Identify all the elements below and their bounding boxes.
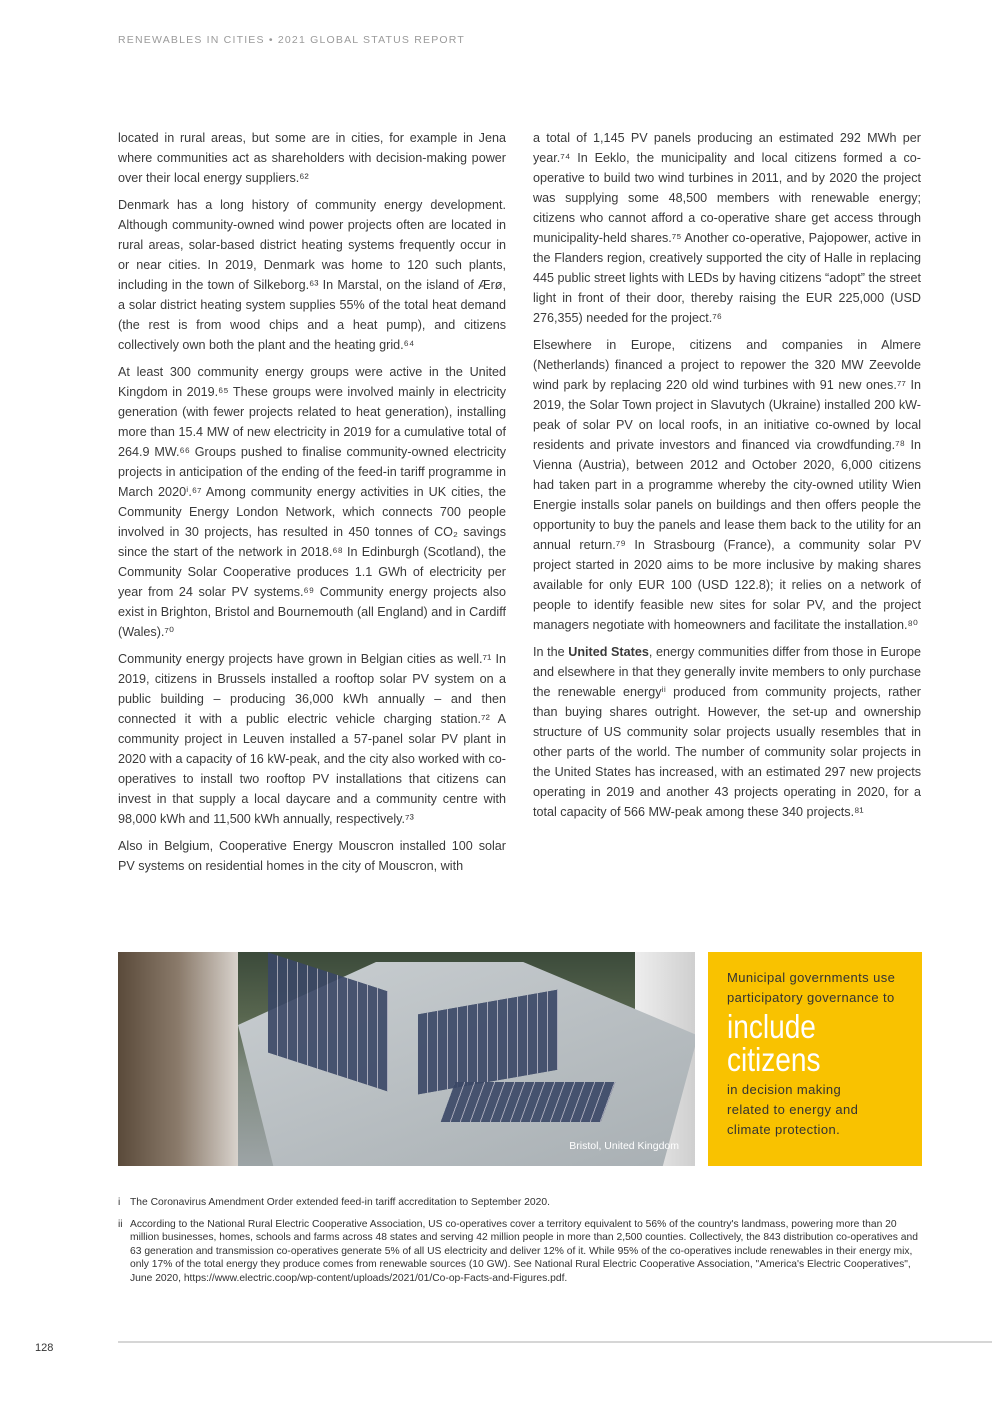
photo-solar-panels [441,1082,616,1122]
footnote-text: The Coronavirus Amendment Order extended feed-in tariff accreditation to September 2020. [130,1197,550,1208]
footnotes [118,1196,924,1294]
highlight-line: include [727,1008,816,1045]
paragraph: located in rural areas, but some are in cities, for example in Jena where communities act as shareholders with decision-making power over their local energy suppliers.⁶² [118,131,506,185]
rooftop-solar-photo [118,952,695,1166]
callout-intro: Municipal governments use participatory governance to [727,970,896,1005]
footer-rule [118,1341,992,1343]
callout-outro: in decision making related to energy and climate protection. [727,1082,859,1137]
paragraph: Elsewhere in Europe, citizens and companies in Almere (Netherlands) financed a project to repower the 320 MW Zeevolde wind park by replacing 220 old wind turbines with 91 new ones.⁷⁷ In 2019, the Solar Town project in Slavutych (Ukraine) installed 200 kW-peak of solar PV on local roofs, in an initiative co-owned by local residents and private investors and financed via crowdfunding.⁷⁸ In Vienna (Austria), between 2012 and October 2020, 6,000 citizens had taken part in a programme whereby the city-owned utility Wien Energie installs solar panels on buildings and then offers people the opportunity to buy the panels and lease them back to the utility for an annual return.⁷⁹ In Strasbourg (France), a community solar PV project started in 2020 aims to be more inclusive by making shares available for only EUR 100 (USD 122.8); it relies on a network of people to identify feasible new sites for solar PV, and the project managers negotiate with homeowners and facilitate the installation.⁸⁰ [533,338,921,632]
running-header: RENEWABLES IN CITIES • 2021 GLOBAL STATUS REPORT [118,34,465,46]
photo-caption: Bristol, United Kingdom [569,1140,679,1152]
callout-highlight [727,1010,821,1076]
paragraph: Also in Belgium, Cooperative Energy Mouscron installed 100 solar PV systems on residential homes in the city of Mouscron, with [118,839,506,873]
left-column [118,128,506,883]
callout-box [708,952,922,1166]
text: In the [533,645,569,659]
text: , energy communities differ from those in Europe and elsewhere in that they generally invite members to only purchase the renewable energyⁱⁱ produced from community projects, rather than buying shares outright. However, the set-up and ownership structure of US community solar projects usually resembles that in other parts of the world. The number of community solar projects in the United States has increased, with an estimated 297 new projects operating in 2019 and another 43 projects operating in 2020, for a total capacity of 566 MW-peak among these 340 projects.⁸¹ [533,645,921,819]
footnote [118,1196,924,1210]
footnote-marker: i [118,1197,121,1208]
paragraph: Denmark has a long history of community energy development. Although community-owned wind power projects often are located in rural areas, solar-based district heating systems frequently occur in or near cities. In 2019, Denmark was home to 120 such plants, including in the town of Silkeborg.⁶³ In Marstal, on the island of Ærø, a solar district heating system supplies 55% of the total heat demand (the rest is from wood chips and a heat pump), and citizens collectively own both the plant and the heating grid.⁶⁴ [118,198,506,352]
paragraph: At least 300 community energy groups were active in the United Kingdom in 2019.⁶⁵ These groups were involved mainly in electricity generation (with fewer projects related to heat generation), installing more than 15.4 MW of new electricity in 2019 for a cumulative total of 264.9 MW.⁶⁶ Groups pushed to finalise community-owned electricity projects in anticipation of the ending of the feed-in tariff programme in March 2020ⁱ.⁶⁷ Among community energy activities in UK cities, the Community Energy London Network, which connects 700 people involved in 30 projects, has resulted in 450 tonnes of CO₂ savings since the start of the network in 2018.⁶⁸ In Edinburgh (Scotland), the Community Solar Cooperative produces 1.1 GWh of electricity per year from 24 solar PV systems.⁶⁹ Community energy projects also exist in Brighton, Bristol and Bournemouth (all England) and in Cardiff (Wales).⁷⁰ [118,365,506,639]
bold-text: United States [568,645,649,659]
footnote-text: According to the National Rural Electric Cooperative Association, US co-operatives cover a territory equivalent to 56% of the country's landmass, powering more than 20 million businesses, homes, schools and farms across 48 states and serving 42 million people in more than 2,500 counties. Collectively, the 843 distribution co-operatives and 63 generation and transmission co-operatives generate 5% of all US electricity and deliver 12% of it. While 95% of the co-operatives include renewables in their energy mix, only 17% of the total energy they produce comes from renewable sources (10 GW). See National Rural Electric Cooperative Association, "America's Electric Cooperatives", June 2020, https://www.electric.coop/wp-content/uploads/2021/01/Co-op-Facts-and-Figures.pdf. [130,1218,918,1284]
paragraph-united-states [533,642,921,822]
footnote [118,1218,924,1286]
highlight-line: citizens [727,1041,821,1078]
paragraph: Community energy projects have grown in Belgian cities as well.⁷¹ In 2019, citizens in Brussels installed a rooftop solar PV system on a public building – producing 36,000 kWh annually – and then connected it with a public electric vehicle charging station.⁷² A community project in Leuven installed a 57-panel solar PV plant in 2020 with a capacity of 16 kW-peak, and the city also worked with co-operatives to install two rooftop PV installations that citizens can invest in that supply a local daycare and a community centre with 98,000 kWh and 11,500 kWh annually, respectively.⁷³ [118,652,506,826]
photo-building-left [118,952,238,1166]
right-column [533,128,921,829]
paragraph: a total of 1,145 PV panels producing an estimated 292 MWh per year.⁷⁴ In Eeklo, the municipality and local citizens formed a co-operative to build two wind turbines in 2011, and by 2020 the project was supplying some 48,500 members with renewable energy; citizens who cannot afford a co-operative share get access through municipality-held shares.⁷⁵ Another co-operative, Pajopower, active in the Flanders region, creatively supported the city of Halle in replacing 445 public street lights with LEDs by having citizens “adopt” the street light in front of their door, thereby raising the EUR 225,000 (USD 276,355) needed for the project.⁷⁶ [533,131,921,325]
page-number: 128 [35,1342,54,1354]
footnote-marker: ii [118,1218,123,1230]
